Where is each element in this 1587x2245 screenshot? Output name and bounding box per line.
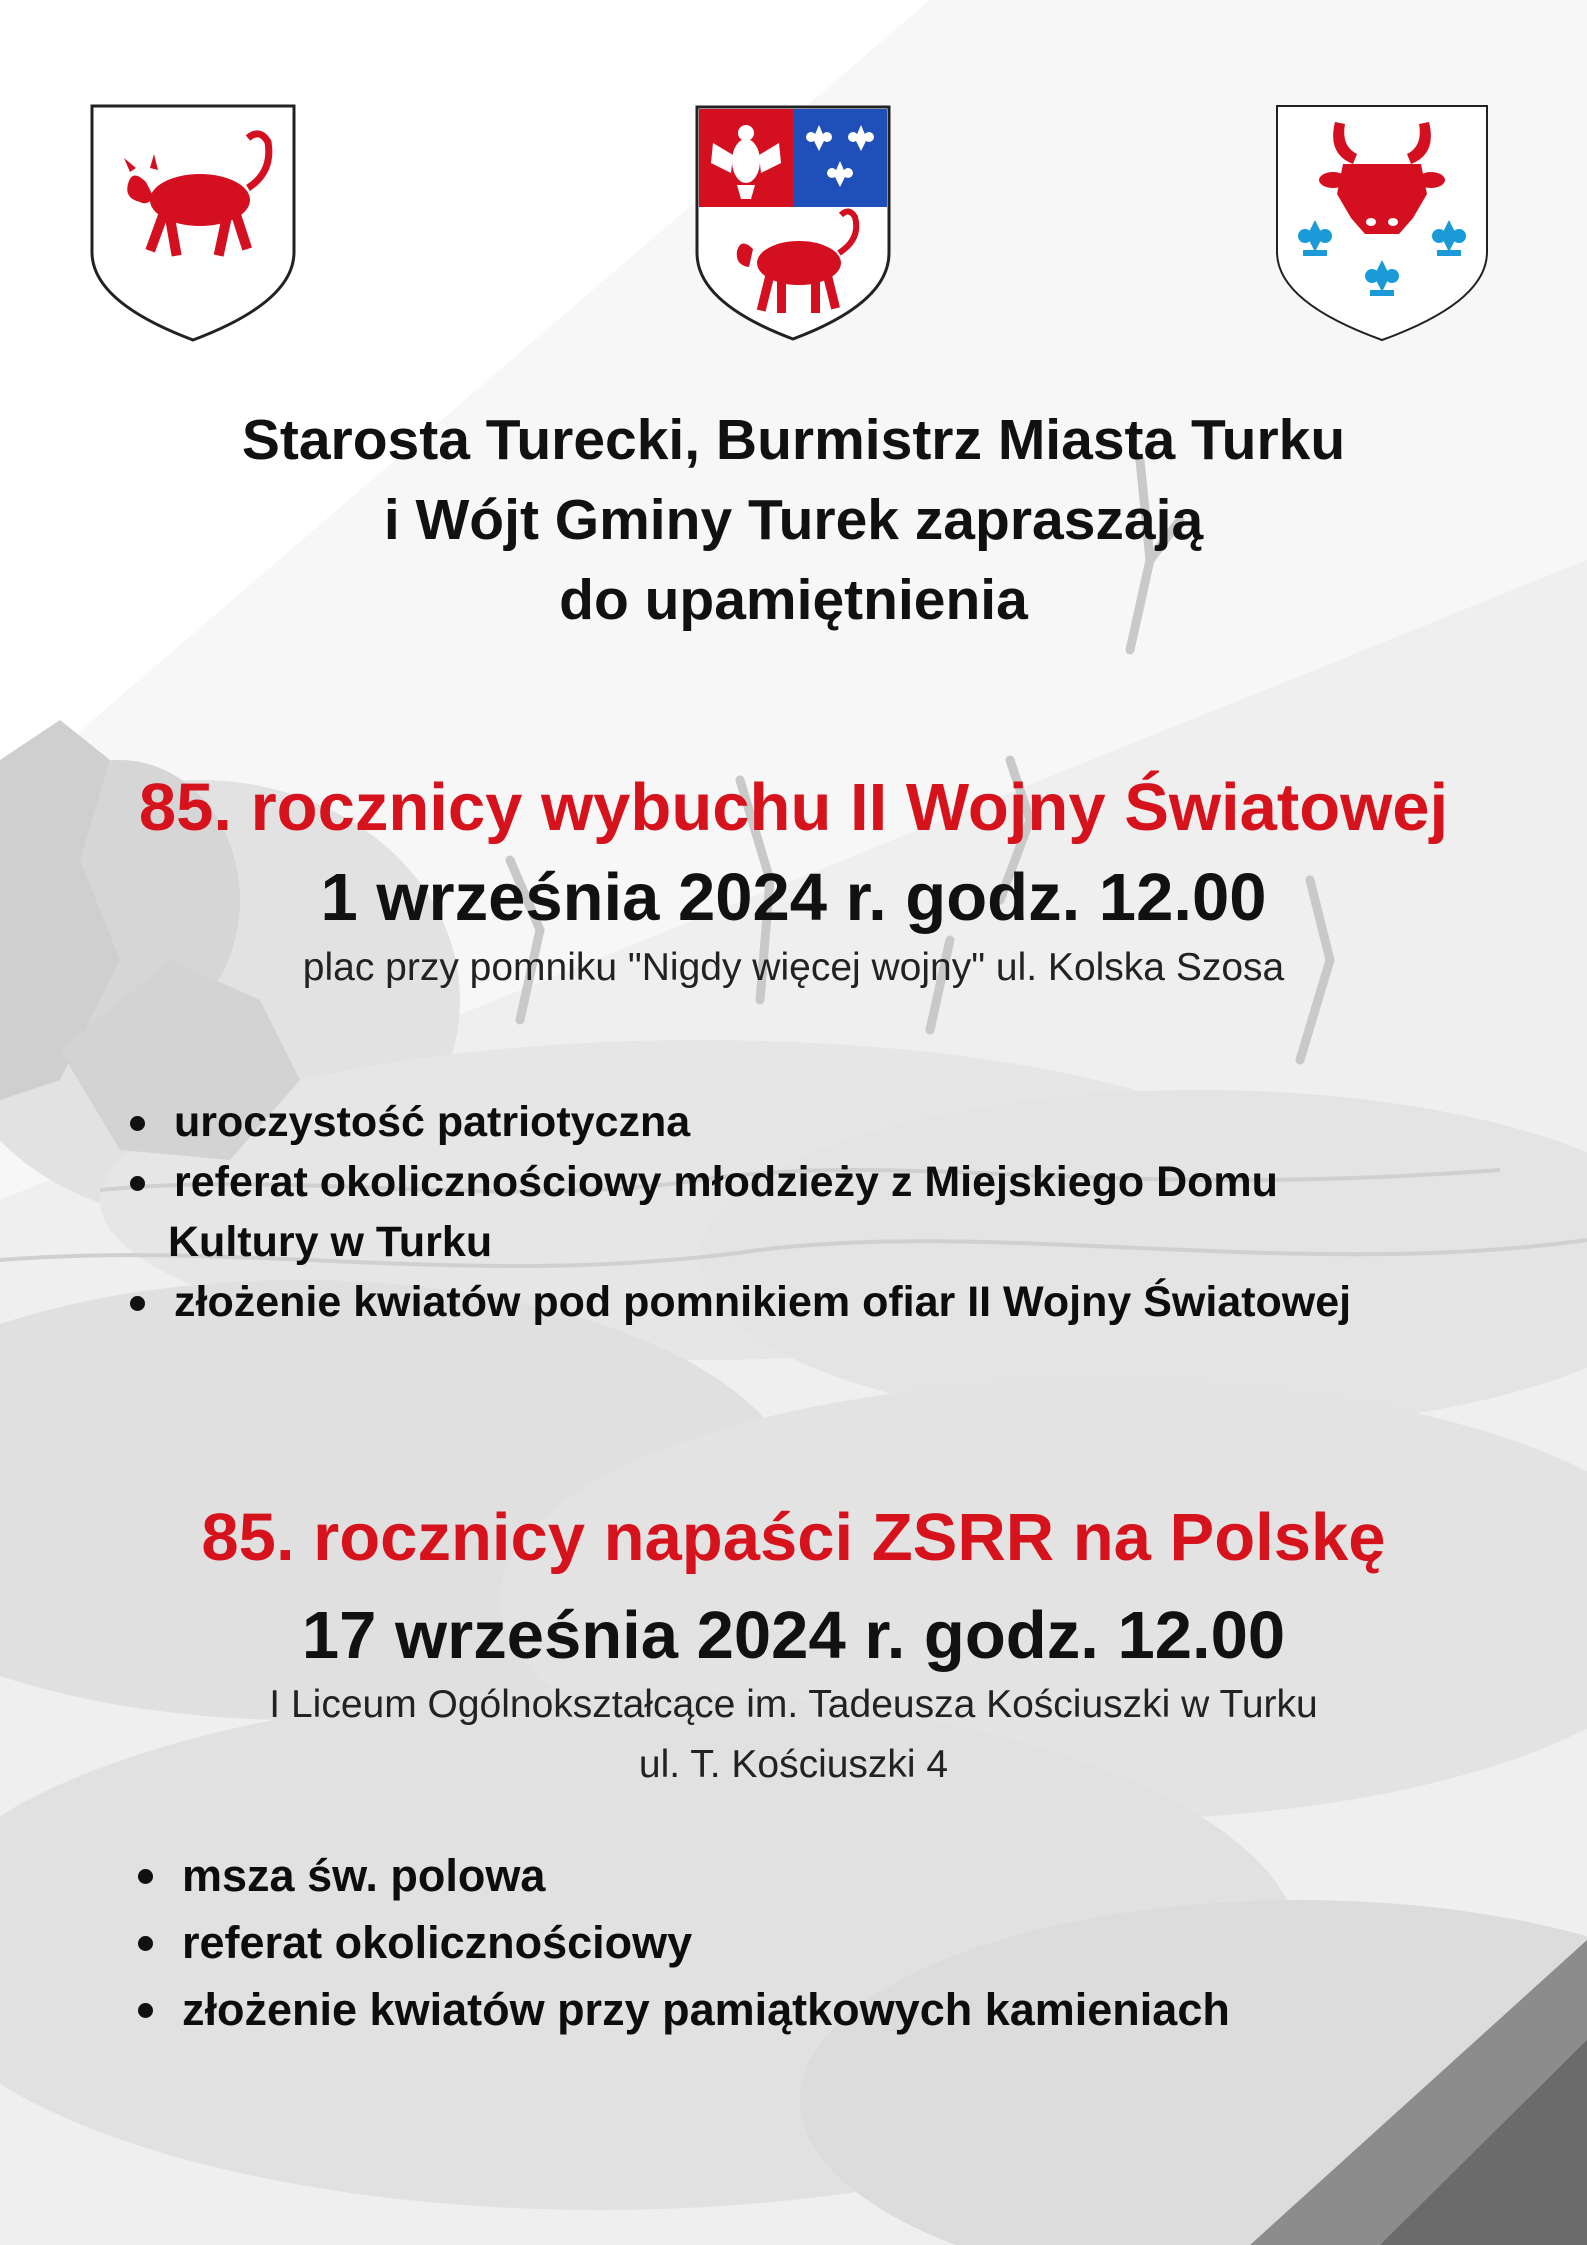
event1-program-list (130, 1092, 1550, 1332)
event1-title: 85. rocznicy wybuchu II Wojny Światowej (138, 770, 1449, 845)
list-item: msza św. polowa (138, 1842, 1538, 1909)
event2-place-line-1: I Liceum Ogólnokształcące im. Tadeusza Kościuszki w Turku (269, 1683, 1318, 1726)
event2-program-list (138, 1842, 1538, 2043)
event1-date: 1 września 2024 r. godz. 12.00 (320, 860, 1267, 935)
event2-place-line-2: ul. T. Kościuszki 4 (638, 1743, 949, 1786)
event2-date: 17 września 2024 r. godz. 12.00 (301, 1598, 1286, 1673)
list-item: referat okolicznościowy młodzieży z Miejskiego Domu (130, 1152, 1550, 1212)
county-crest-turek-icon (693, 103, 893, 343)
gmina-crest-turek-icon (1273, 102, 1491, 344)
event1-place: plac przy pomniku "Nigdy więcej wojny" ul. Kolska Szosa (302, 946, 1285, 989)
intro-line-2: i Wójt Gminy Turek zapraszają (383, 488, 1204, 552)
intro-heading (0, 400, 1587, 640)
list-item-continuation: Kultury w Turku (168, 1218, 493, 1266)
list-item: złożenie kwiatów przy pamiątkowych kamieniach (138, 1976, 1538, 2043)
list-item: referat okolicznościowy (138, 1909, 1538, 1976)
intro-line-3: do upamiętnienia (559, 568, 1028, 632)
list-item: złożenie kwiatów pod pomnikiem ofiar II Wojny Światowej (130, 1272, 1550, 1332)
event2-title: 85. rocznicy napaści ZSRR na Polskę (201, 1500, 1386, 1575)
list-item: uroczystość patriotyczna (130, 1092, 1550, 1152)
intro-line-1: Starosta Turecki, Burmistrz Miasta Turku (241, 408, 1346, 472)
city-crest-turek-icon (88, 102, 298, 344)
